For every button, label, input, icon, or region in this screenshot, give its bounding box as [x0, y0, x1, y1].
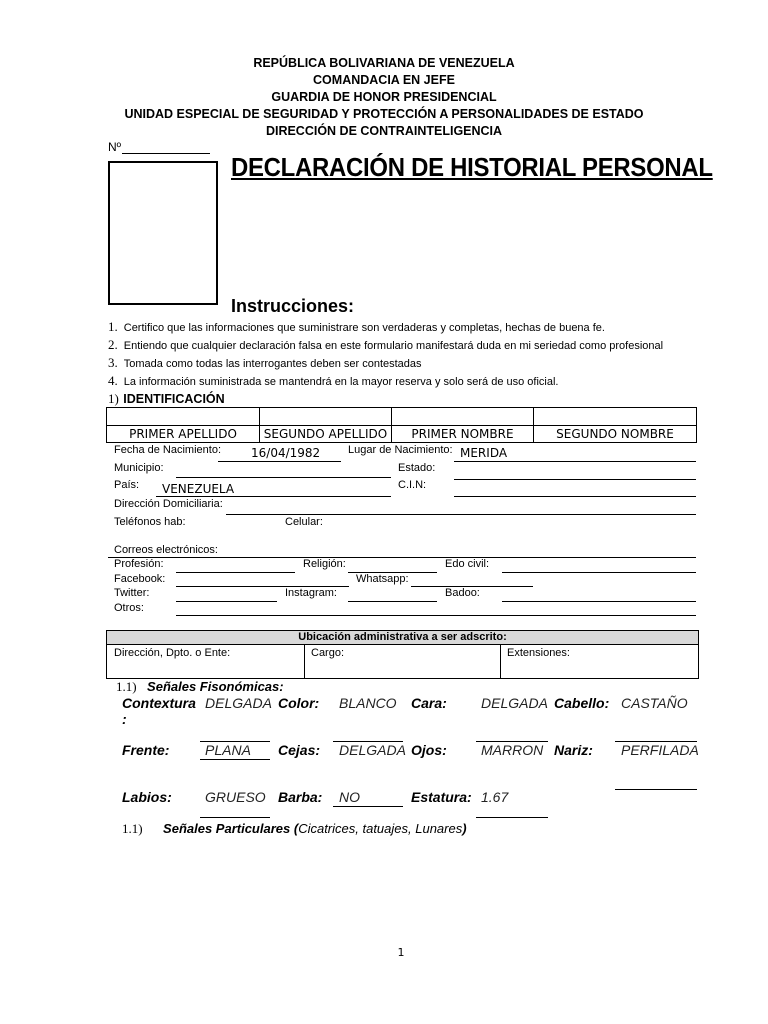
pais-line — [156, 496, 391, 497]
profesion-label: Profesión: — [114, 558, 164, 570]
ojos-label: Ojos: — [411, 742, 447, 758]
instruction-item: 2. Entiendo que cualquier declaración falsa en este formulario manifestará duda en mi seriedad como profesional — [108, 337, 664, 352]
lugar-nacimiento-value[interactable]: MERIDA — [460, 446, 508, 460]
estatura-label: Estatura: — [411, 789, 472, 805]
number-label: Nº — [108, 140, 122, 154]
header-line-4: UNIDAD ESPECIAL DE SEGURIDAD Y PROTECCIÓN A PERSONALIDADES DE ESTADO — [124, 107, 644, 121]
correos-label: Correos electrónicos: — [114, 544, 218, 556]
facebook-label: Facebook: — [114, 573, 166, 585]
cin-field[interactable] — [454, 496, 696, 497]
form-title: DECLARACIÓN DE HISTORIAL PERSONAL — [231, 152, 713, 182]
barba-line — [333, 806, 403, 807]
ubicacion-direccion-cell[interactable]: Dirección, Dpto. o Ente: — [114, 647, 231, 659]
municipio-label: Municipio: — [114, 462, 164, 474]
header-line-3: GUARDIA DE HONOR PRESIDENCIAL — [271, 90, 497, 104]
lugar-nacimiento-line — [454, 461, 696, 462]
profesion-field[interactable] — [176, 572, 295, 573]
otros-label: Otros: — [114, 602, 144, 614]
twitter-field[interactable] — [176, 601, 277, 602]
header-line-2: COMANDACIA EN JEFE — [313, 73, 455, 87]
cin-label: C.I.N: — [398, 479, 427, 491]
col-primer-apellido: PRIMER APELLIDO — [107, 426, 260, 443]
edo-civil-label: Edo civil: — [445, 558, 490, 570]
photo-box — [108, 161, 218, 305]
estado-field[interactable] — [454, 479, 696, 480]
whatsapp-label: Whatsapp: — [356, 573, 409, 585]
fisonomicas-heading: 1.1) Señales Fisonómicas: — [116, 679, 284, 694]
instagram-field[interactable] — [348, 601, 437, 602]
pais-value[interactable]: VENEZUELA — [162, 482, 235, 496]
cara-label: Cara: — [411, 695, 447, 711]
direccion-field[interactable] — [226, 514, 696, 515]
col-primer-nombre: PRIMER NOMBRE — [392, 426, 534, 443]
otros-field[interactable] — [176, 615, 696, 616]
particulares-heading: 1.1) Señales Particulares (Cicatrices, tatuajes, Lunares) — [122, 821, 467, 836]
ojos-value[interactable]: MARRON — [481, 742, 544, 758]
col-segundo-apellido: SEGUNDO APELLIDO — [260, 426, 392, 443]
section-identificacion: 1) IDENTIFICACIÓN — [108, 391, 225, 406]
instructions-heading: Instrucciones: — [231, 296, 355, 316]
names-table — [106, 407, 697, 443]
estatura-value[interactable]: 1.67 — [481, 789, 509, 805]
fecha-nacimiento-line — [218, 461, 341, 462]
labios-label: Labios: — [122, 789, 172, 805]
correos-field[interactable] — [108, 557, 696, 558]
labios-value[interactable]: GRUESO — [205, 789, 266, 805]
cara-value[interactable]: DELGADA — [481, 695, 548, 711]
header-line-1: REPÚBLICA BOLIVARIANA DE VENEZUELA — [253, 56, 515, 70]
badoo-field[interactable] — [502, 601, 696, 602]
twitter-label: Twitter: — [114, 587, 150, 599]
telefonos-label: Teléfonos hab: — [114, 516, 186, 528]
pais-label: País: — [114, 479, 140, 491]
ubicacion-title: Ubicación administrativa a ser adscrito: — [107, 631, 698, 645]
nariz-line — [615, 789, 697, 790]
nariz-label: Nariz: — [554, 742, 593, 758]
header-line-5: DIRECCIÓN DE CONTRAINTELIGENCIA — [265, 124, 503, 138]
instruction-item: 1. Certifico que las informaciones que suministrare son verdaderas y completas, hechas de buena fe. — [108, 319, 605, 334]
labios-line — [200, 817, 270, 818]
cabello-value[interactable]: CASTAÑO — [621, 695, 688, 711]
celular-label: Celular: — [285, 516, 323, 528]
segundo-nombre-input[interactable] — [534, 408, 697, 426]
cabello-label: Cabello: — [554, 695, 610, 711]
ubicacion-cargo-cell[interactable]: Cargo: — [311, 647, 345, 659]
religion-label: Religión: — [303, 558, 346, 570]
instagram-label: Instagram: — [285, 587, 337, 599]
ubicacion-divider — [500, 645, 501, 678]
municipio-field[interactable] — [176, 477, 391, 478]
nariz-value[interactable]: PERFILADA — [621, 742, 699, 758]
instruction-item: 3. Tomada como todas las interrogantes deben ser contestadas — [108, 355, 422, 370]
color-value[interactable]: BLANCO — [339, 695, 397, 711]
edo-civil-field[interactable] — [502, 572, 696, 573]
ubicacion-divider — [304, 645, 305, 678]
direccion-label: Dirección Domiciliaria: — [114, 498, 223, 510]
number-field[interactable] — [122, 153, 210, 154]
estado-label: Estado: — [398, 462, 436, 474]
cejas-value[interactable]: DELGADA — [339, 742, 406, 758]
lugar-nacimiento-label: Lugar de Nacimiento: — [348, 444, 453, 456]
badoo-label: Badoo: — [445, 587, 480, 599]
contextura-value[interactable]: DELGADA — [205, 695, 272, 711]
segundo-apellido-input[interactable] — [260, 408, 392, 426]
frente-label: Frente: — [122, 742, 170, 758]
instruction-item: 4. La información suministrada se mantendrá en la mayor reserva y solo será de uso oficial. — [108, 373, 559, 388]
barba-label: Barba: — [278, 789, 323, 805]
ubicacion-extensiones-cell[interactable]: Extensiones: — [507, 647, 570, 659]
fecha-nacimiento-label: Fecha de Nacimiento: — [114, 444, 221, 456]
fecha-nacimiento-value[interactable]: 16/04/1982 — [251, 446, 321, 460]
barba-value[interactable]: NO — [339, 789, 360, 805]
col-segundo-nombre: SEGUNDO NOMBRE — [534, 426, 697, 443]
color-label: Color: — [278, 695, 320, 711]
frente-line — [200, 759, 270, 760]
contextura-label: Contextura : — [122, 695, 196, 727]
cejas-label: Cejas: — [278, 742, 321, 758]
primer-apellido-input[interactable] — [107, 408, 260, 426]
frente-value[interactable]: PLANA — [205, 742, 251, 758]
page-number: 1 — [397, 946, 405, 959]
document-header — [0, 55, 768, 140]
primer-nombre-input[interactable] — [392, 408, 534, 426]
estatura-line — [476, 817, 548, 818]
ubicacion-table — [106, 630, 699, 679]
